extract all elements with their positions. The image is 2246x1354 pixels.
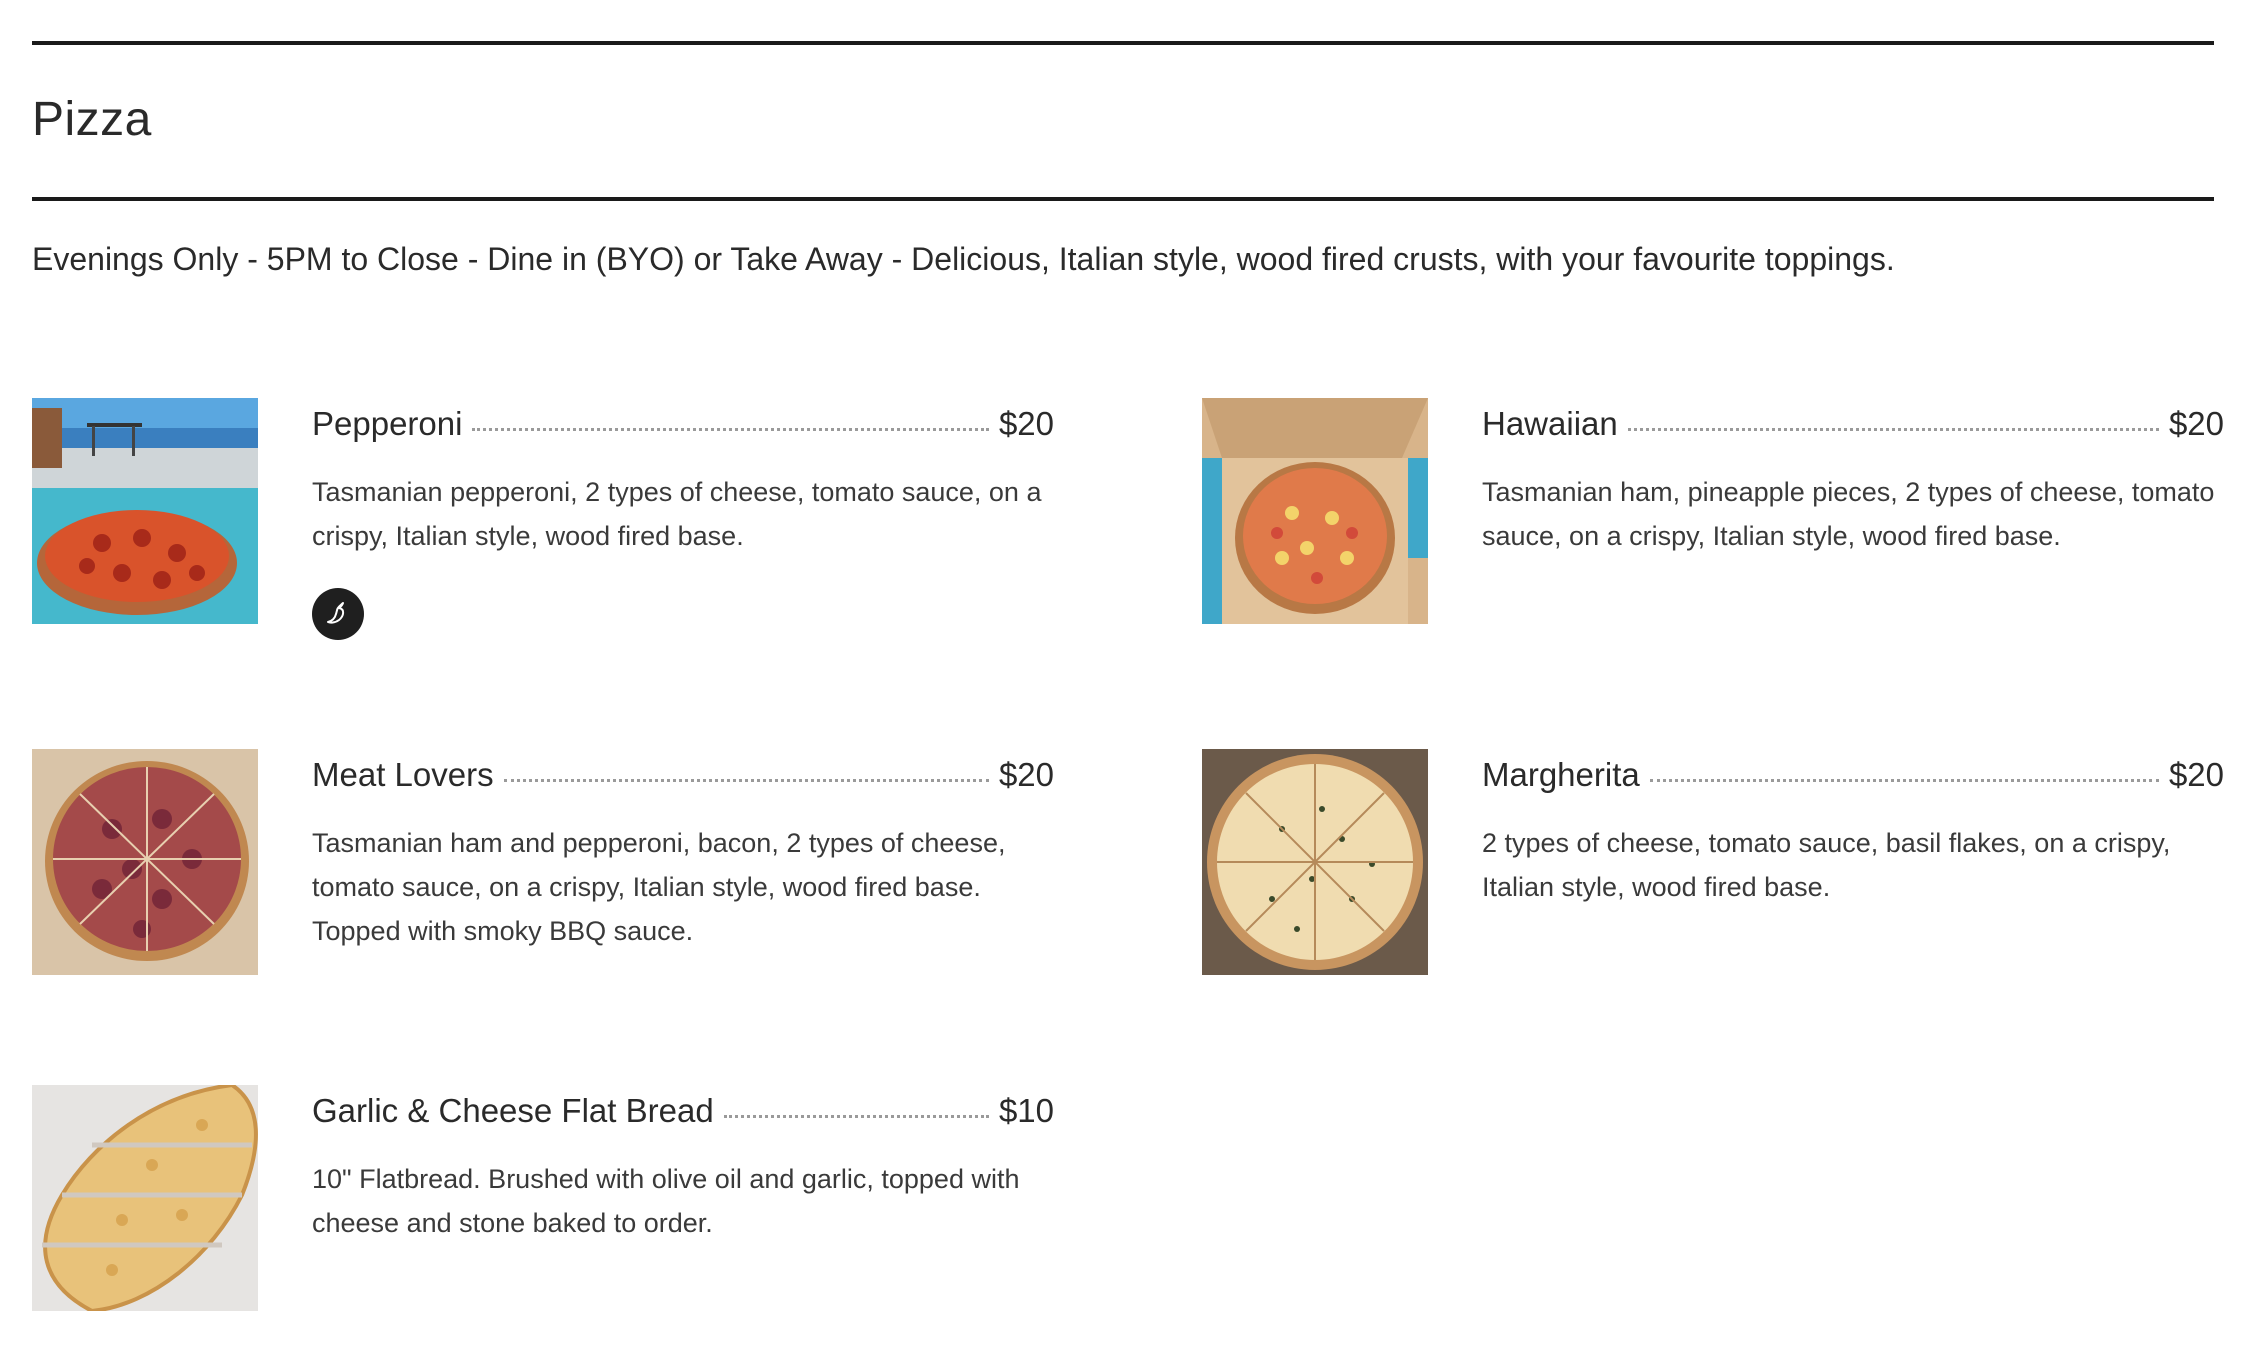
menu-item-hawaiian[interactable]: [1202, 398, 2224, 628]
menu-item-pepperoni[interactable]: [32, 398, 1054, 628]
section-title: Pizza: [32, 93, 152, 146]
item-name: Garlic & Cheese Flat Bread: [312, 1092, 714, 1129]
menu-item-margherita[interactable]: [1202, 749, 2224, 979]
item-price: $20: [2168, 405, 2224, 442]
garlic-cheese-flat-bread-photo: [32, 1085, 258, 1311]
item-name: Pepperoni: [312, 405, 463, 442]
item-description: Tasmanian pepperoni, 2 types of cheese, tomato sauce, on a crispy, Italian style, wood fired base.: [312, 477, 1042, 551]
item-price: $20: [998, 405, 1054, 442]
dot-leader: [472, 428, 988, 431]
item-name: Margherita: [1482, 756, 1640, 793]
item-description: Tasmanian ham and pepperoni, bacon, 2 types of cheese, tomato sauce, on a crispy, Italian style, wood fired base. Topped with smoky BBQ sauce.: [312, 828, 1006, 946]
item-description: Tasmanian ham, pineapple pieces, 2 types of cheese, tomato sauce, on a crispy, Italian style, wood fired base.: [1482, 477, 2215, 551]
menu-item-meat-lovers[interactable]: [32, 749, 1054, 979]
meat-lovers-photo: [32, 749, 258, 975]
item-description: 2 types of cheese, tomato sauce, basil flakes, on a crispy, Italian style, wood fired base.: [1482, 828, 2171, 902]
section-description: Evenings Only - 5PM to Close - Dine in (BYO) or Take Away - Delicious, Italian style, wood fired crusts, with your favourite toppings.: [32, 241, 1895, 277]
section-bottom-divider: [32, 197, 2214, 201]
margherita-photo: [1202, 749, 1428, 975]
item-price: $20: [2168, 756, 2224, 793]
hawaiian-photo: [1202, 398, 1428, 624]
item-description: 10" Flatbread. Brushed with olive oil and garlic, topped with cheese and stone baked to order.: [312, 1164, 1020, 1238]
item-price: $20: [998, 756, 1054, 793]
dot-leader: [1650, 779, 2159, 782]
item-name: Hawaiian: [1482, 405, 1618, 442]
section-top-divider: [32, 41, 2214, 45]
item-name: Meat Lovers: [312, 756, 494, 793]
item-name-row: [1482, 749, 2224, 801]
menu-item-garlic-cheese-flat-bread[interactable]: [32, 1085, 1054, 1315]
dot-leader: [724, 1115, 989, 1118]
item-name-row: [1482, 398, 2224, 450]
item-price: $10: [998, 1092, 1054, 1129]
chili-pepper-icon: [312, 588, 364, 640]
item-name-row: [312, 749, 1054, 801]
dot-leader: [504, 779, 989, 782]
pepperoni-photo: [32, 398, 258, 624]
item-name-row: [312, 1085, 1054, 1137]
item-name-row: [312, 398, 1054, 450]
dot-leader: [1628, 428, 2159, 431]
